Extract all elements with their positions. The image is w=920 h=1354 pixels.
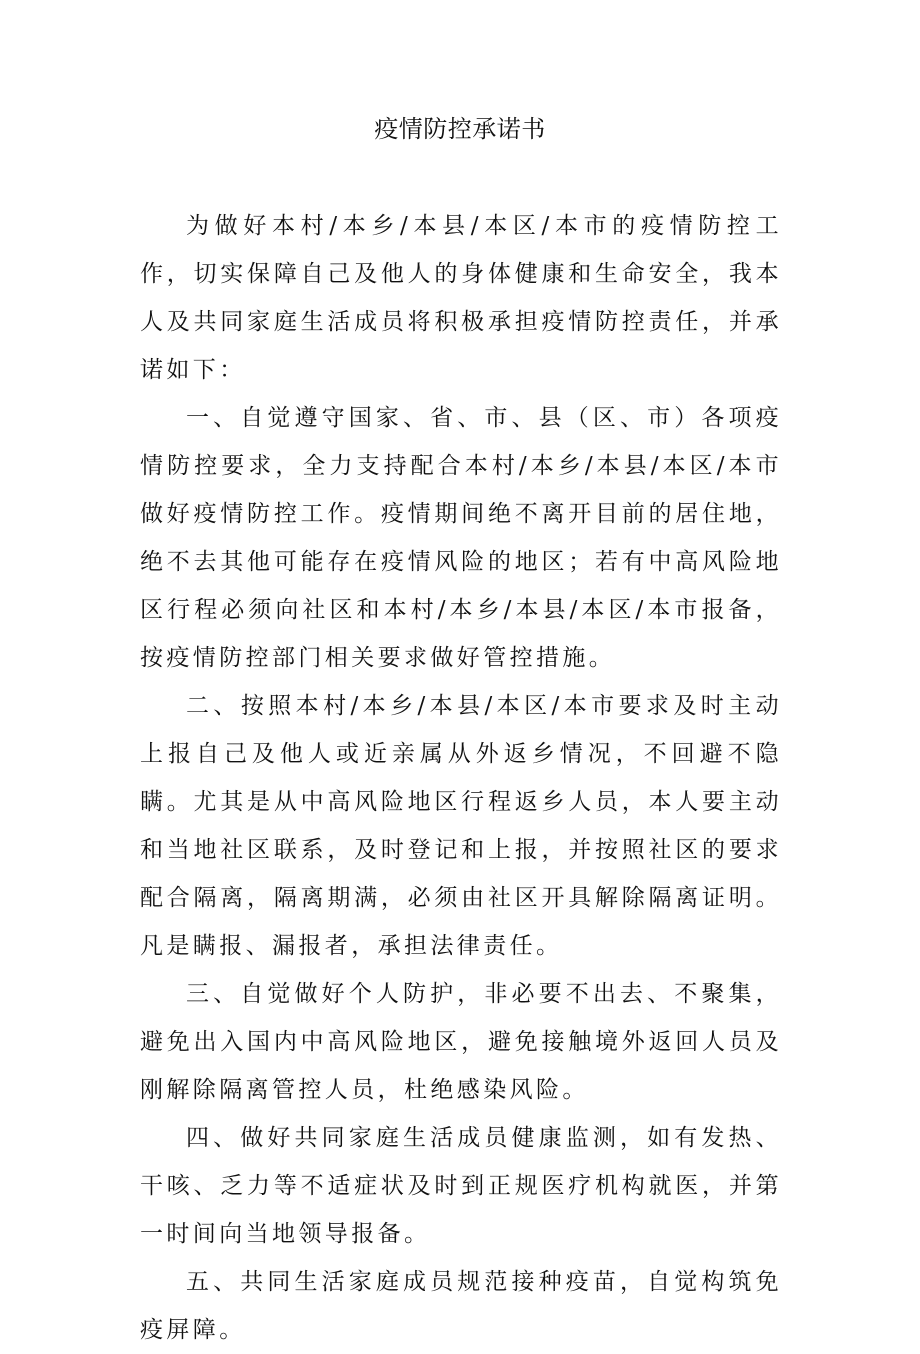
document-title: 疫情防控承诺书 [374, 115, 546, 143]
intro-paragraph: 为做好本村/本乡/本县/本区/本市的疫情防控工作，切实保障自己及他人的身体健康和生命安全，我本人及共同家庭生活成员将积极承担疫情防控责任，并承诺如下： [140, 213, 782, 383]
pledge-item-2: 二、按照本村/本乡/本县/本区/本市要求及时主动上报自己及他人或近亲属从外返乡情况，不回避不隐瞒。尤其是从中高风险地区行程返乡人员，本人要主动和当地社区联系，及时登记和上报，并按照社区的要求配合隔离，隔离期满，必须由社区开具解除隔离证明。凡是瞒报、漏报者，承担法律责任。 [140, 693, 782, 959]
pledge-item-4: 四、做好共同家庭生活成员健康监测，如有发热、干咳、乏力等不适症状及时到正规医疗机构就医，并第一时间向当地领导报备。 [140, 1125, 782, 1247]
pledge-item-1: 一、自觉遵守国家、省、市、县（区、市）各项疫情防控要求，全力支持配合本村/本乡/本县/本区/本市做好疫情防控工作。疫情期间绝不离开目前的居住地，绝不去其他可能存在疫情风险的地区；若有中高风险地区行程必须向社区和本村/本乡/本县/本区/本市报备，按疫情防控部门相关要求做好管控措施。 [140, 405, 782, 671]
pledge-item-5: 五、共同生活家庭成员规范接种疫苗，自觉构筑免疫屏障。 [140, 1269, 782, 1343]
document-body [140, 202, 782, 1354]
pledge-item-3: 三、自觉做好个人防护，非必要不出去、不聚集，避免出入国内中高风险地区，避免接触境外返回人员及刚解除隔离管控人员，杜绝感染风险。 [140, 981, 782, 1103]
